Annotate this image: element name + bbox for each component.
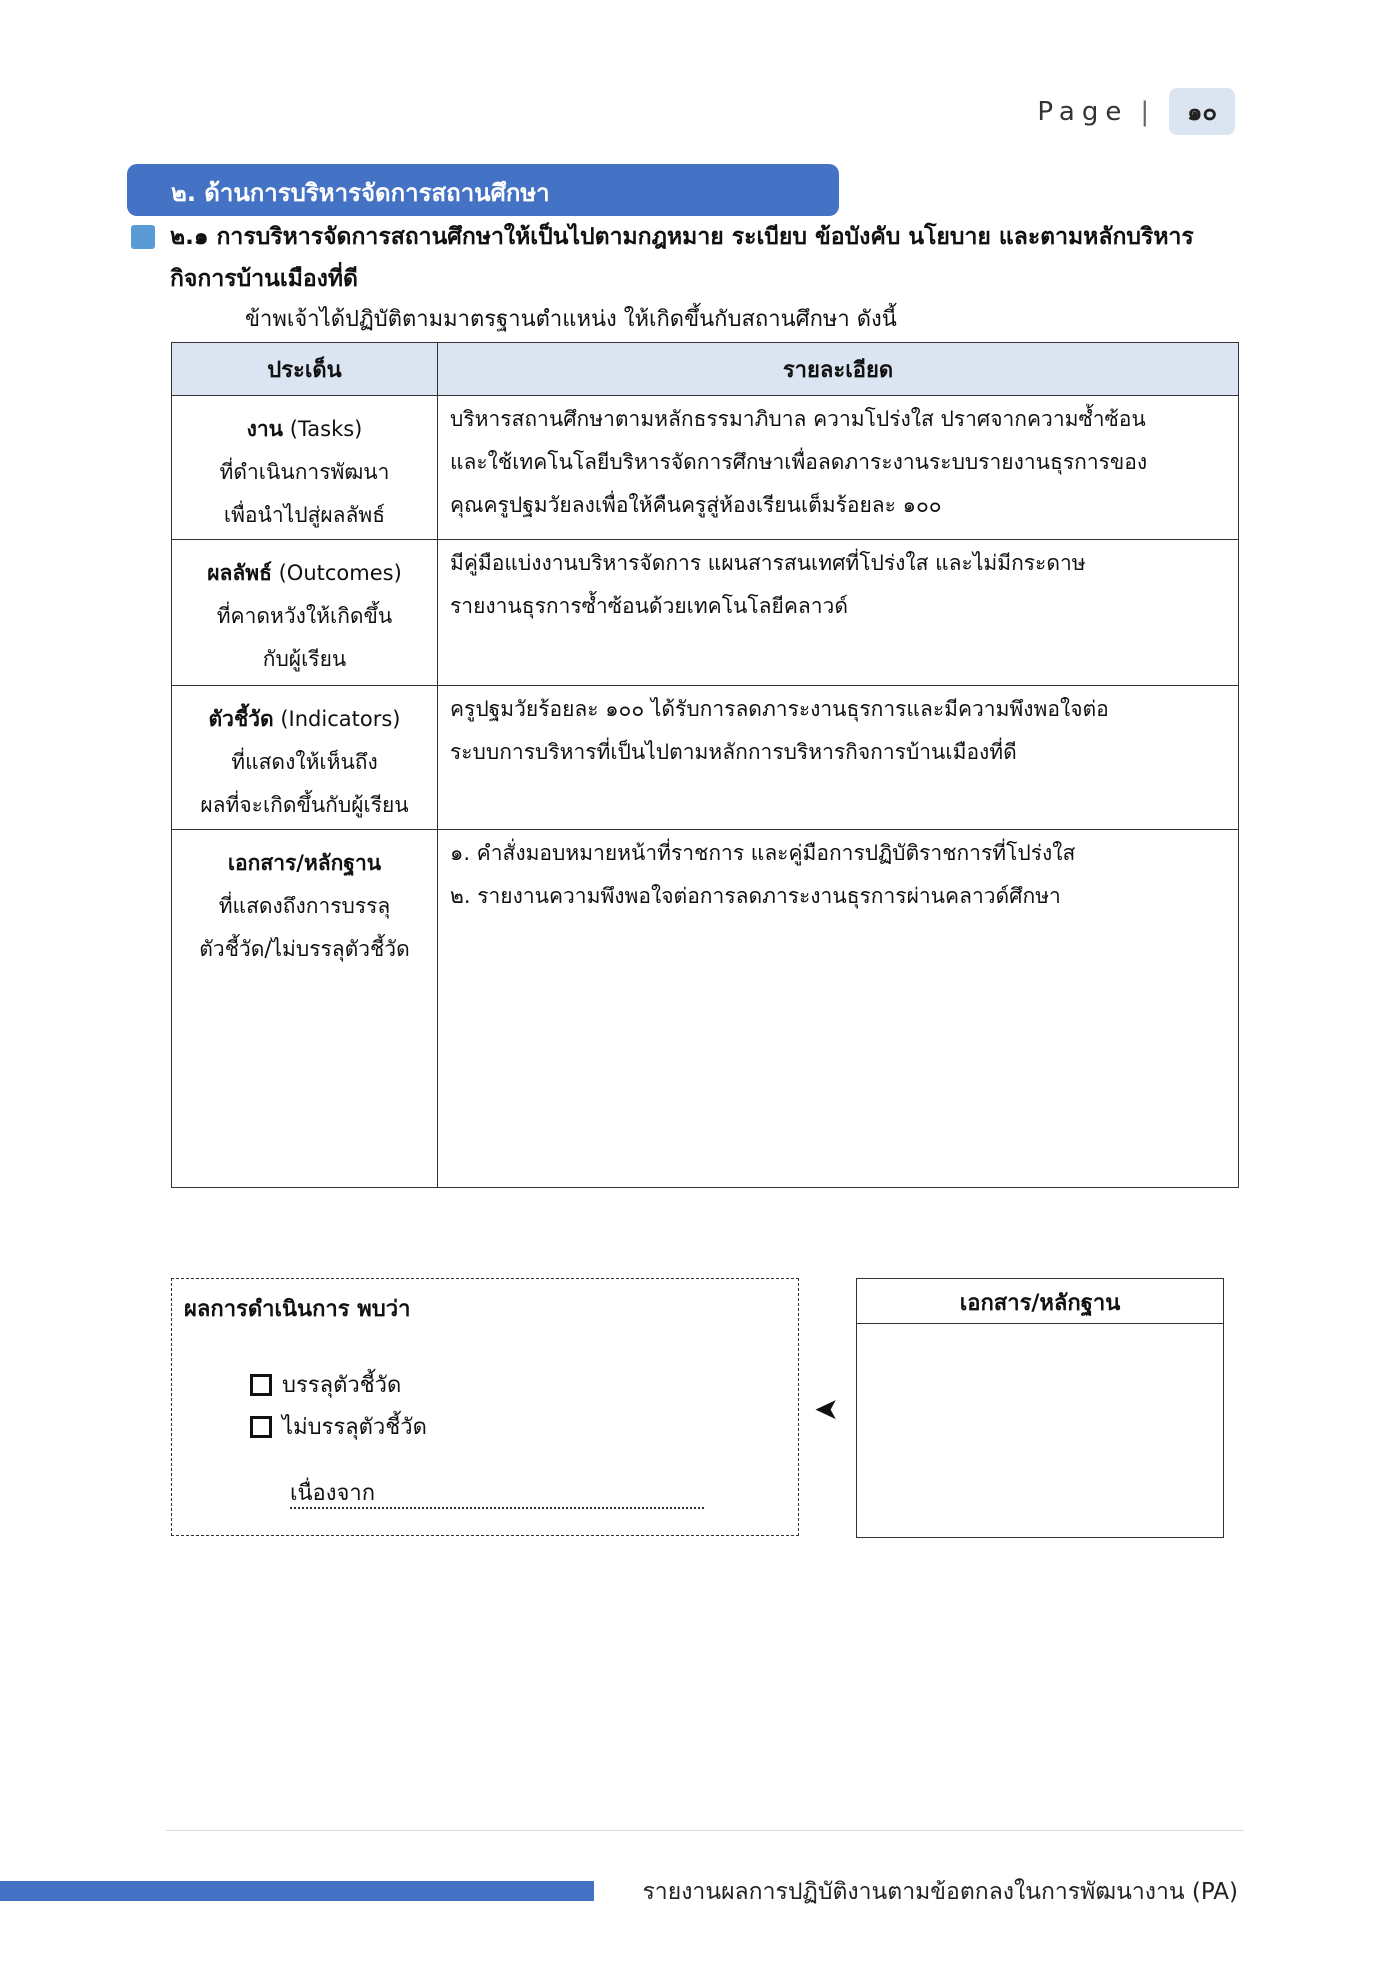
header-detail: รายละเอียด (438, 343, 1239, 396)
issue-line: ตัวชี้วัด/ไม่บรรลุตัวชี้วัด (199, 937, 410, 961)
table-row (172, 830, 1239, 1188)
issue-line: ที่แสดงถึงการบรรลุ (218, 894, 391, 918)
checkbox-icon[interactable] (250, 1416, 272, 1438)
issue-title: งาน (Tasks) (246, 417, 363, 441)
detail-line: และใช้เทคโนโลยีบริหารจัดการศึกษาเพื่อลดภาระงานระบบรายงานธุรการของ (450, 450, 1148, 474)
footer-bar (0, 1881, 594, 1901)
detail-line: คุณครูปฐมวัยลงเพื่อให้คืนครูสู่ห้องเรียนเต็มร้อยละ ๑๐๐ (450, 493, 942, 517)
issue-cell (172, 396, 438, 540)
table-row (172, 540, 1239, 686)
issue-line: ผลที่จะเกิดขึ้นกับผู้เรียน (200, 793, 409, 817)
detail-line: บริหารสถานศึกษาตามหลักธรรมาภิบาล ความโปร่งใส ปราศจากความซ้ำซ้อน (450, 407, 1146, 431)
detail-line: ระบบการบริหารที่เป็นไปตามหลักการบริหารกิจการบ้านเมืองที่ดี (450, 740, 1017, 764)
table-row (172, 396, 1239, 540)
evidence-title: เอกสาร/หลักฐาน (857, 1279, 1223, 1324)
issue-line: เพื่อนำไปสู่ผลลัพธ์ (223, 503, 386, 527)
footer-divider (166, 1830, 1244, 1831)
footer-text: รายงานผลการปฏิบัติงานตามข้อตกลงในการพัฒนางาน (PA) (642, 1879, 1238, 1905)
issue-title: ผลลัพธ์ (Outcomes) (207, 561, 402, 585)
arrow-icon: ➤ (814, 1392, 840, 1427)
detail-line: ครูปฐมวัยร้อยละ ๑๐๐ ได้รับการลดภาระงานธุรการและมีความพึงพอใจต่อ (450, 697, 1109, 721)
detail-cell (438, 540, 1239, 686)
result-box (171, 1278, 799, 1536)
issue-title: เอกสาร/หลักฐาน (227, 851, 382, 875)
option-not-achieved-label: ไม่บรรลุตัวชี้วัด (282, 1415, 427, 1440)
detail-cell (438, 686, 1239, 830)
detail-cell (438, 830, 1239, 1188)
because-label: เนื่องจาก (290, 1481, 376, 1506)
section-banner: ๒. ด้านการบริหารจัดการสถานศึกษา (127, 164, 839, 216)
detail-line: ๑. คำสั่งมอบหมายหน้าที่ราชการ และคู่มือการปฏิบัติราชการที่โปร่งใส (450, 841, 1076, 865)
subheading: ๒.๑ การบริหารจัดการสถานศึกษาให้เป็นไปตามกฎหมาย ระเบียบ ข้อบังคับ นโยบาย และตามหลักบริหารกิจการบ้านเมืองที่ดี (170, 224, 1194, 292)
detail-line: ๒. รายงานความพึงพอใจต่อการลดภาระงานธุรการผ่านคลาวด์ศึกษา (450, 884, 1061, 908)
issue-title: ตัวชี้วัด (Indicators) (208, 707, 401, 731)
checkbox-icon[interactable] (250, 1374, 272, 1396)
table-header-row (172, 343, 1239, 396)
issue-cell (172, 686, 438, 830)
option-achieved[interactable] (250, 1367, 401, 1402)
page-header (1037, 88, 1235, 135)
issue-cell (172, 830, 438, 1188)
page-separator: | (1140, 96, 1150, 127)
header-issue: ประเด็น (172, 343, 438, 396)
table-row (172, 686, 1239, 830)
issue-line: ที่แสดงให้เห็นถึง (231, 750, 378, 774)
issue-line: ที่คาดหวังให้เกิดขึ้น (216, 604, 393, 628)
result-title: ผลการดำเนินการ พบว่า (184, 1297, 411, 1322)
dotted-fill-line (290, 1507, 704, 1509)
option-not-achieved[interactable] (250, 1409, 427, 1444)
bullet-square-icon (131, 225, 155, 249)
detail-table (171, 342, 1239, 1188)
detail-line: มีคู่มือแบ่งงานบริหารจัดการ แผนสารสนเทศที่โปร่งใส และไม่มีกระดาษ (450, 551, 1086, 575)
issue-cell (172, 540, 438, 686)
option-achieved-label: บรรลุตัวชี้วัด (282, 1373, 402, 1398)
page-number: ๑๐ (1169, 88, 1235, 135)
detail-line: รายงานธุรการซ้ำซ้อนด้วยเทคโนโลยีคลาวด์ (450, 594, 848, 618)
page-label: Page (1037, 96, 1129, 127)
detail-cell (438, 396, 1239, 540)
issue-line: กับผู้เรียน (262, 647, 347, 671)
issue-line: ที่ดำเนินการพัฒนา (219, 460, 390, 484)
intro-text: ข้าพเจ้าได้ปฏิบัติตามมาตรฐานตำแหน่ง ให้เกิดขึ้นกับสถานศึกษา ดังนี้ (245, 307, 897, 332)
evidence-box (856, 1278, 1224, 1538)
